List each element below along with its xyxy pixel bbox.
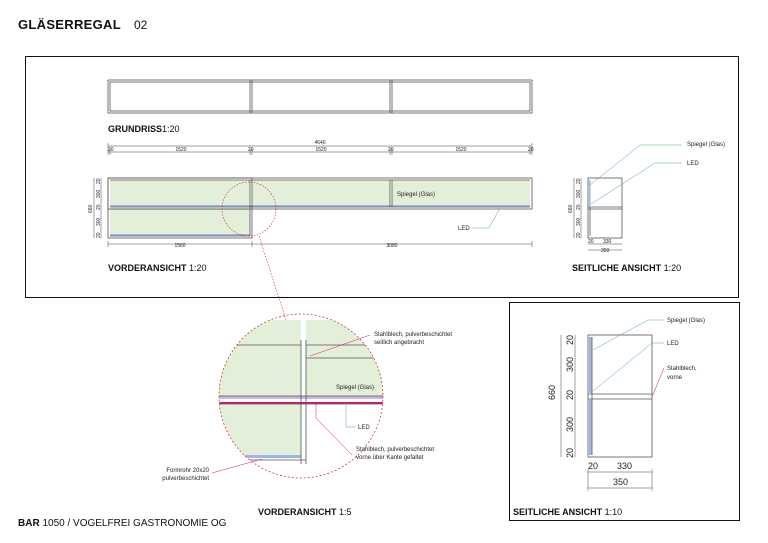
sd-dim-height: 660 [547, 384, 557, 400]
sd-dim-b2: 330 [617, 461, 633, 471]
seitlich-label: SEITLICHE ANSICHT 1:20 [572, 263, 682, 273]
dim-seg-3: 20 [248, 147, 254, 153]
dim-height-front: 660 [88, 204, 94, 213]
dim-seg-6: 1520 [455, 147, 467, 153]
sd-stahl-b: vorne [667, 375, 683, 381]
side-led-label: LED [687, 161, 699, 167]
detail-stahl1a: Stahlblech, pulverbeschichtet [374, 332, 453, 338]
detail-formrohr-b: pulverbeschichtet [162, 476, 209, 482]
dim-seg-5: 20 [388, 147, 394, 153]
side-dim-v1: 20 [576, 178, 582, 184]
sd-led: LED [667, 341, 679, 347]
dim-v1: 20 [96, 178, 102, 184]
drawing-title: GLÄSERREGAL [18, 17, 121, 32]
dim-seg-2: 1520 [175, 147, 187, 153]
sd-dim-v4: 300 [565, 416, 575, 432]
dim-bottom-1: 1560 [174, 243, 186, 249]
detail-front-label: VORDERANSICHT 1:5 [258, 507, 352, 517]
detail-stahl2a: Stahlblech, pulverbeschichtet [356, 447, 435, 453]
dim-seg-7: 20 [528, 147, 534, 153]
dim-v3: 20 [96, 204, 102, 210]
sd-dim-v2: 300 [565, 356, 575, 372]
sd-dim-v1: 20 [565, 334, 575, 345]
side-spiegel-label: Spiegel (Glas) [687, 142, 726, 148]
dim-v4: 300 [96, 217, 102, 226]
detail-side-label: SEITLICHE ANSICHT 1:10 [513, 507, 623, 517]
grundriss-label: GRUNDRISS1:20 [108, 124, 180, 134]
detail-stahl2b: vorne über Kante gefaltet [356, 455, 424, 461]
vorderansicht-label: VORDERANSICHT 1:20 [108, 263, 207, 273]
side-elevation-small [588, 178, 622, 238]
side-dim-v4: 300 [576, 217, 582, 226]
dim-v2: 300 [96, 189, 102, 198]
front-spiegel-label: Spiegel (Glas) [397, 192, 436, 198]
side-dim-height: 660 [568, 204, 574, 213]
detail-led: LED [358, 425, 370, 431]
dim-bottom-2: 3080 [386, 243, 398, 249]
dim-seg-1: 20 [108, 147, 114, 153]
sd-stahl-a: Stahlblech, [667, 366, 697, 372]
side-elevation-detail [588, 335, 652, 457]
side-dim-total: 350 [601, 248, 610, 254]
sd-dim-b1: 20 [588, 461, 599, 471]
detail-front-content [219, 320, 389, 464]
side-dim-v3: 20 [576, 204, 582, 210]
side-dim-b2: 330 [603, 239, 612, 245]
detail-formrohr-a: Formrohr 20x20 [166, 468, 209, 474]
grundriss-plan [108, 80, 532, 113]
side-dim-v5: 20 [576, 232, 582, 238]
sd-dim-v3: 20 [565, 389, 575, 400]
sd-dim-total: 350 [613, 477, 629, 487]
front-led-label: LED [458, 226, 470, 232]
footer-project: BAR 1050 / VOGELFREI GASTRONOMIE OG [18, 518, 227, 529]
sheet-number: 02 [134, 18, 148, 32]
dim-seg-4: 1520 [315, 147, 327, 153]
detail-spiegel: Spiegel (Glas) [336, 385, 375, 391]
sd-spiegel: Spiegel (Glas) [667, 318, 706, 324]
dim-total: 4640 [314, 140, 326, 146]
detail-stahl1b: seitlich angebracht [374, 340, 425, 346]
sd-dim-v5: 20 [565, 447, 575, 458]
side-dim-b1: 20 [588, 239, 594, 245]
dim-v5: 20 [96, 232, 102, 238]
side-dim-v2: 300 [576, 189, 582, 198]
